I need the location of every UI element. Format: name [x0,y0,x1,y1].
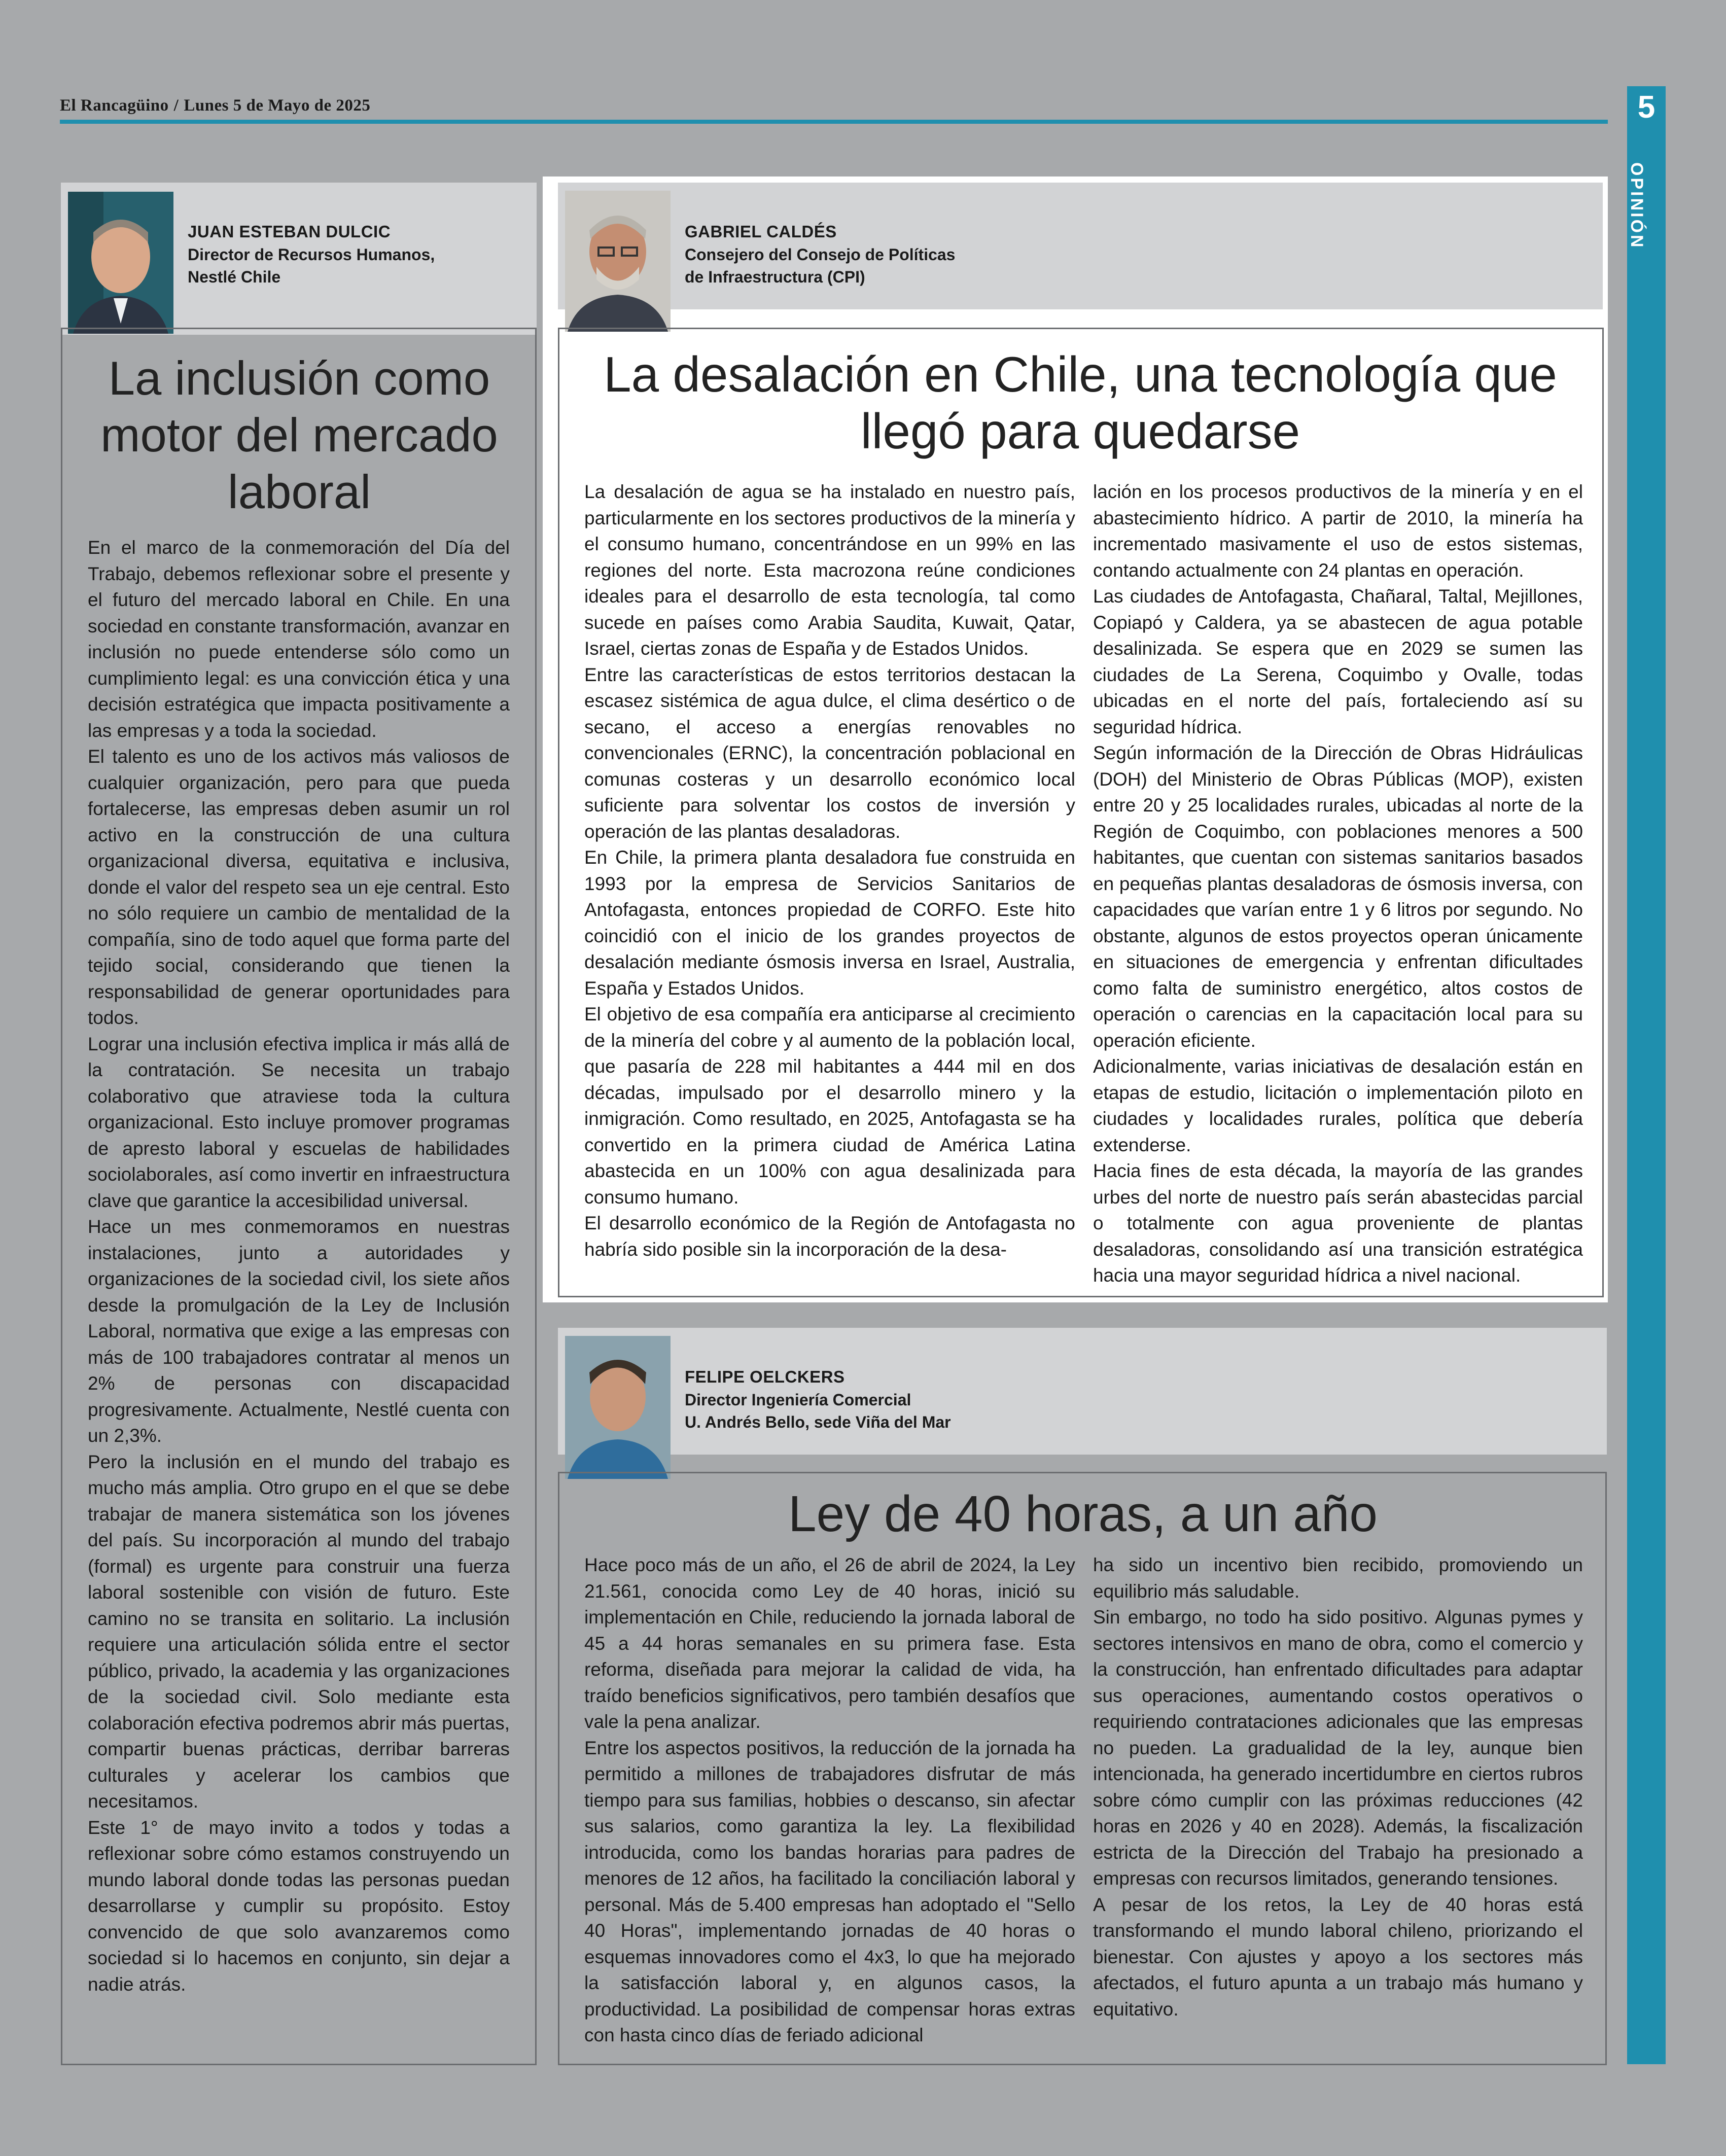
paragraph: Entre las características de estos territorios destacan la escasez sistémica de agua dulce, el clima desértico o de secano, el acceso a energías renovables no convencionales (ERNC), la concentración poblacional en comunas costeras y un desarrollo económico local suficiente para solventar los costos de inversión y operación de las plantas desaladoras. [584,664,1075,842]
paragraph: En Chile, la primera planta desaladora fue construida en 1993 por la empresa de Servicios Sanitarios de Antofagasta, entonces propiedad de CORFO. Este hito coincidió con el inicio de los grandes proyectos de desalación mediante ósmosis inversa en Israel, Australia, España y Estados Unidos. [584,847,1075,999]
paragraph: Hace poco más de un año, el 26 de abril de 2024, la Ley 21.561, conocida como Ley de 40 horas, inició su implementación en Chile, reduciendo la jornada laboral de 45 a 44 horas semanales en su primera fase. Esta reforma, diseñada para mejorar la calidad de vida, ha traído beneficios significativos, pero también desafíos que vale la pena analizar. [584,1554,1075,1732]
author-name: GABRIEL CALDÉS [685,222,837,241]
article-body-column [1093,479,1583,1289]
paragraph: Pero la inclusión en el mundo del trabajo es mucho más amplia. Otro grupo en el que se debe trabajar de manera sistemática son los jóvenes del país. Su incorporación al mundo del trabajo (formal) es urgente para construir una fuerza laboral sostenible con visión de futuro. Este camino no se transita en solitario. La inclusión requiere una articulación sólida entre el sector público, privado, la academia y las organizaciones de la sociedad civil. Solo mediante esta colaboración efectiva podremos abrir más puertas, compartir buenas prácticas, derribar barreras culturales y acelerar los cambios que necesitamos. [88,1451,510,1812]
paragraph: Lograr una inclusión efectiva implica ir más allá de la contratación. Se necesita un trabajo colaborativo que atraviese toda la cultura organizacional. Esto incluye promover programas de apresto laboral y escuelas de habilidades sociolaborales, así como invertir en infraestructura clave que garantice la accesibilidad universal. [88,1033,510,1211]
author-role: Director Ingeniería Comercial U. Andrés Bello, sede Viña del Mar [685,1391,951,1431]
paragraph: Adicionalmente, varias iniciativas de desalación están en etapas de estudio, licitación o implementación piloto en ciudades y localidades rurales, política que debería extenderse. [1093,1056,1583,1155]
article-body-column [88,535,510,1997]
paragraph: Este 1° de mayo invito a todos y todas a reflexionar sobre cómo estamos construyendo un mundo laboral donde todas las personas puedan desarrollarse y cumplir su propósito. Estoy convencido de que solo avanzaremos como sociedad si lo hacemos en conjunto, sin dejar a nadie atrás. [88,1817,510,1995]
paragraph: Entre los aspectos positivos, la reducción de la jornada ha permitido a millones de trabajadores disfrutar de más tiempo para sus familias, hobbies o descanso, sin afectar sus salarios, como garantiza la ley. La flexibilidad introducida, como los bandas horarias para padres de menores de 12 años, ha facilitado la conciliación laboral y personal. Más de 5.400 empresas han adoptado el "Sello 40 Horas", implementando jornadas de 40 horas o esquemas innovadores como el 4x3, lo que ha mejorado la satisfacción laboral y, en algunos casos, la productividad. La posibilidad de compensar horas extras con hasta cinco días de feriado adicional [584,1737,1075,2045]
paragraph: La desalación de agua se ha instalado en nuestro país, particularmente en los sectores productivos de la minería y el consumo humano, concentrándose en un 99% en las regiones del norte. Esta macrozona reúne condiciones ideales para el desarrollo de esta tecnología, tal como sucede en países como Arabia Saudita, Kuwait, Qatar, Israel, ciertas zonas de España y de Estados Unidos. [584,481,1075,659]
paragraph: El desarrollo económico de la Región de Antofagasta no habría sido posible sin la incorporación de la desa- [584,1213,1075,1260]
paragraph: ha sido un incentivo bien recibido, promoviendo un equilibrio más saludable. [1093,1554,1583,1602]
section-strip [1627,86,1666,2064]
author-role: Director de Recursos Humanos, Nestlé Chile [188,245,435,286]
paragraph: lación en los procesos productivos de la minería y en el abastecimiento hídrico. A partir de 2010, la minería ha incrementado masivamente el uso de estos sistemas, contando actualmente con 24 plantas en operación. [1093,481,1583,581]
author-role: Consejero del Consejo de Políticas de Infraestructura (CPI) [685,245,956,286]
masthead-separator: / [173,96,179,115]
paragraph: En el marco de la conmemoración del Día del Trabajo, debemos reflexionar sobre el presente y el futuro del mercado laboral en Chile. En una sociedad en constante transformación, avanzar en inclusión no puede entenderse sólo como un cumplimiento legal: es una convicción ética y una decisión estratégica que impacta positivamente a las empresas y a toda la sociedad. [88,537,510,741]
newspaper-name: El Rancagüino [60,96,169,115]
page-number: 5 [1637,90,1655,125]
article-body-column [584,479,1075,1262]
article-body-column [1093,1552,1583,2022]
author-photo [565,191,671,332]
author-photo [68,192,173,334]
paragraph: Sin embargo, no todo ha sido positivo. Algunas pymes y sectores intensivos en mano de obra, como el comercio y la construcción, han enfrentado dificultades para adaptar sus operaciones, aumentando costos operativos o requiriendo contrataciones adicionales que las empresas no pueden. La gradualidad de la ley, aunque bien intencionada, ha generado incertidumbre en ciertos rubros sobre cómo cumplir con las próximas reducciones (42 horas en 2026 y 40 en 2028). Además, la fiscalización estricta de la Dirección del Trabajo ha presionado a empresas con recursos limitados, generando tensiones. [1093,1607,1583,1889]
paragraph: Hace un mes conmemoramos en nuestras instalaciones, junto a autoridades y organizaciones de la sociedad civil, los siete años desde la promulgación de la Ley de Inclusión Laboral, normativa que exige a las empresas con más de 100 trabajadores contratar al menos un 2% de personas con discapacidad progresivamente. Actualmente, Nestlé cuenta con un 2,3%. [88,1216,510,1446]
author-name: JUAN ESTEBAN DULCIC [188,222,391,241]
paragraph: Según información de la Dirección de Obras Hidráulicas (DOH) del Ministerio de Obras Públicas (MOP), existen entre 20 y 25 localidades rurales, ubicadas al norte de la Región de Coquimbo, con poblaciones menores a 500 habitantes, que cuentan con sistemas sanitarios basados en pequeñas plantas desaladoras de ósmosis inversa, con capacidades que varían entre 1 y 6 litros por segundo. No obstante, algunos de estos proyectos operan únicamente en situaciones de emergencia y enfrentan dificultades como falta de suministro energético, altos costos de operación o carencias en la capacitación local para su operación eficiente. [1093,743,1583,1051]
masthead-rule [60,120,1608,124]
masthead [60,96,370,115]
article-headline: La desalación en Chile, una tecnología que llegó para quedarse [604,346,1557,459]
paragraph: Hacia fines de esta década, la mayoría de las grandes urbes del norte de nuestro país serán abastecidas parcial o totalmente con agua proveniente de plantas desaladoras, consolidando así una transición estratégica hacia una mayor seguridad hídrica a nivel nacional. [1093,1160,1583,1286]
author-name: FELIPE OELCKERS [685,1367,845,1386]
paragraph: A pesar de los retos, la Ley de 40 horas está transformando el mundo laboral chileno, priorizando el bienestar. Con ajustes y apoyo a los sectores más afectados, el futuro apunta a un trabajo más humano y equitativo. [1093,1894,1583,2020]
section-label: OPINIÓN [1627,162,1646,250]
article-body-column [584,1552,1075,2048]
paragraph: Las ciudades de Antofagasta, Chañaral, Taltal, Mejillones, Copiapó y Caldera, ya se abastecen de agua potable desalinizada. Se espera que en 2029 se sumen las ciudades de La Serena, Coquimbo y Ovalle, todas ubicadas en el norte del país, fortaleciendo así su seguridad hídrica. [1093,586,1583,737]
article-headline: La inclusión como motor del mercado laboral [100,351,498,518]
issue-date: Lunes 5 de Mayo de 2025 [184,96,371,115]
author-photo [565,1336,671,1479]
paragraph: El talento es uno de los activos más valiosos de cualquier organización, pero para que pueda fortalecerse, las empresas deben asumir un rol activo en la construcción de una cultura organizacional diversa, equitativa e inclusiva, donde el valor del respeto sea un eje central. Esto no sólo requiere un cambio de mentalidad de la compañía, sino de todo aquel que forma parte del tejido social, considerando que tienen la responsabilidad de generar oportunidades para todos. [88,746,510,1028]
article-headline: Ley de 40 horas, a un año [788,1486,1378,1542]
paragraph: El objetivo de esa compañía era anticiparse al crecimiento de la minería del cobre y al aumento de la población local, que pasaría de 228 mil habitantes a 444 mil en dos décadas, impulsado por el desarrollo minero y la inmigración. Como resultado, en 2025, Antofagasta se ha convertido en la primera ciudad de América Latina abastecida en un 100% con agua desalinizada para consumo humano. [584,1004,1075,1208]
